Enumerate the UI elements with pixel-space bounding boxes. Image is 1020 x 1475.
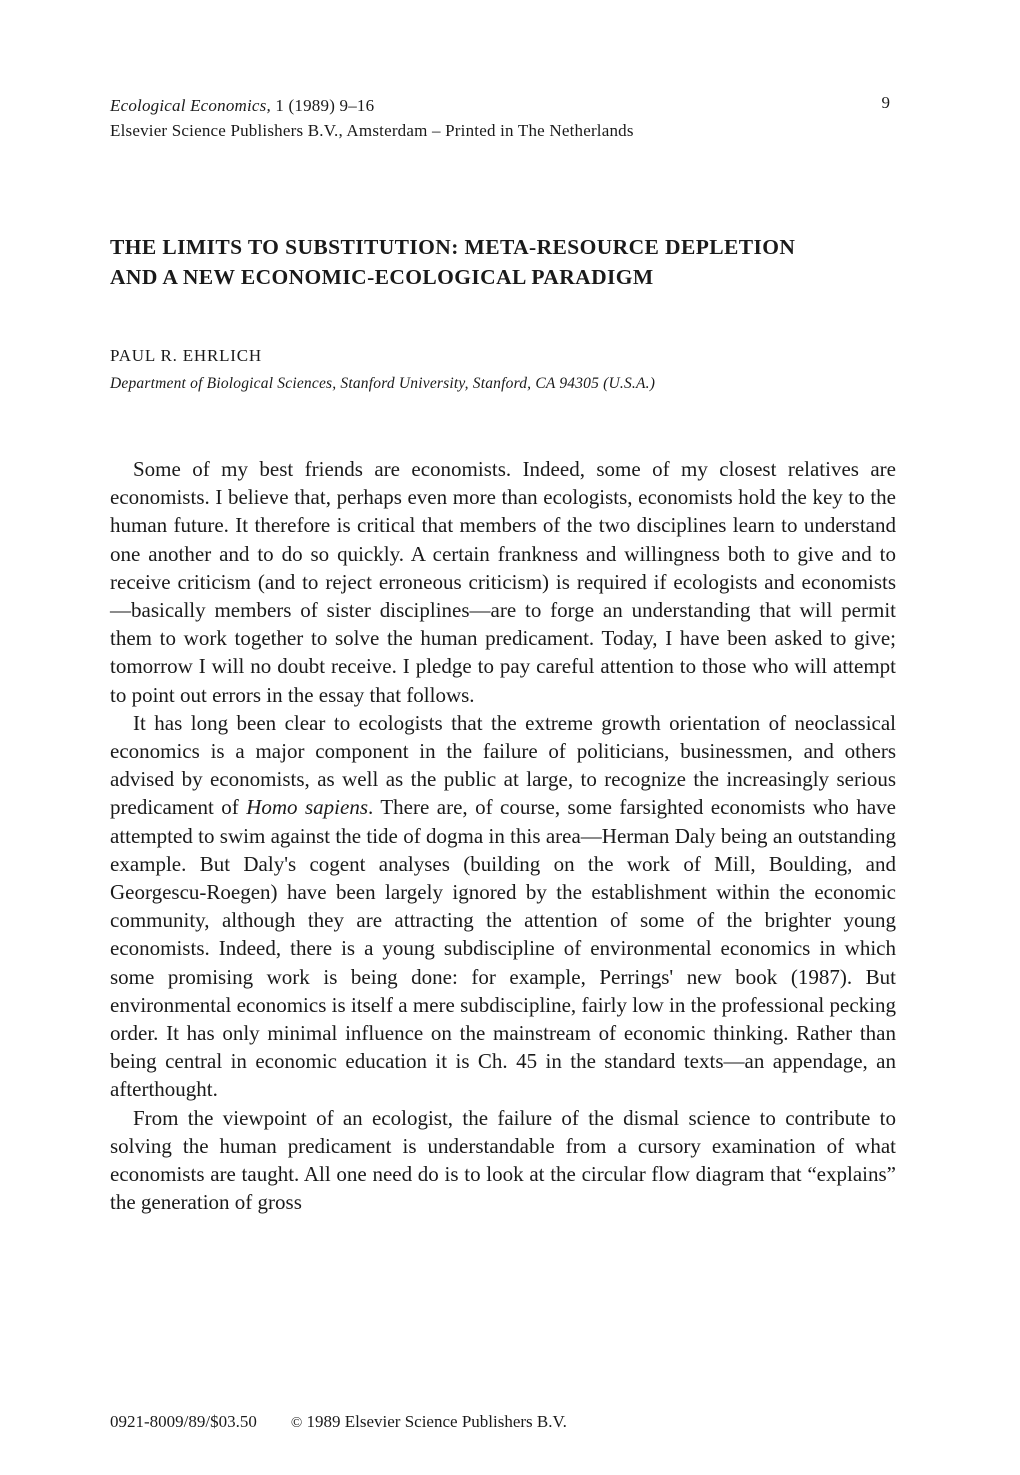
copyright-text: 1989 Elsevier Science Publishers B.V. [306, 1412, 567, 1431]
article-title [110, 232, 910, 292]
footer [110, 1412, 810, 1432]
running-header [110, 93, 890, 143]
volume-pages: 1 (1989) 9–16 [270, 96, 375, 115]
publisher-line: Elsevier Science Publishers B.V., Amsterdam – Printed in The Netherlands [110, 121, 634, 140]
species-name: Homo sapiens [246, 795, 368, 820]
copyright-symbol: © [290, 1415, 303, 1431]
article-body [110, 455, 896, 1216]
paragraph-2-part-b: . There are, of course, some farsighted economists who have attempted to swim against the tide of dogma in this area—Herman Daly being an outstanding example. But Daly's cogent analyses (building on the work of Mill, Boulding, and Georgescu-Roegen) have been largely ignored by the establishment within the economic community, although they are attracting the attention of some of the brighter young economists. Indeed, there is a young subdiscipline of environmental economics in which some promising work is being done: for example, Perrings' new book (1987). But environmental economics is itself a mere subdiscipline, fairly low in the professional pecking order. It has only minimal influence on the mainstream of economic thinking. Rather than being central in economic education it is Ch. 45 in the standard texts—an appendage, an afterthought. [110, 795, 896, 1102]
article-code: 0921-8009/89/$03.50 [110, 1412, 257, 1431]
paragraph-1: Some of my best friends are economists. Indeed, some of my closest relatives are economists. I believe that, perhaps even more than ecologists, economists hold the key to the human future. It therefore is critical that members of the two disciplines learn to understand one another and to do so quickly. A certain frankness and willingness both to give and to receive criticism (and to reject erroneous criticism) is required if ecologists and economists—basically members of sister disciplines—are to forge an understanding that will permit them to work together to solve the human predicament. Today, I have been asked to give; tomorrow I will no doubt receive. I pledge to pay careful attention to those who will attempt to point out errors in the essay that follows. [110, 457, 896, 707]
title-line-1: THE LIMITS TO SUBSTITUTION: META-RESOURCE DEPLETION [110, 235, 796, 259]
title-line-2: AND A NEW ECONOMIC-ECOLOGICAL PARADIGM [110, 265, 654, 289]
author-affiliation: Department of Biological Sciences, Stanford University, Stanford, CA 94305 (U.S.A.) [110, 375, 656, 392]
paragraph-2-part-a: It has long been clear to ecologists that the extreme growth orientation of neoclassical economics is a major component in the failure of politicians, businessmen, and others advised by economists, as well as the public at large, to recognize the increasingly serious predicament of [110, 710, 896, 820]
copyright [291, 1412, 567, 1431]
journal-name: Ecological Economics, [110, 96, 271, 115]
page-number: 9 [881, 93, 890, 112]
paragraph-2 [110, 709, 896, 1104]
journal-citation [110, 93, 890, 118]
author-name: PAUL R. EHRLICH [110, 346, 262, 365]
paragraph-3: From the viewpoint of an ecologist, the failure of the dismal science to contribute to solving the human predicament is understandable from a cursory examination of what economists are taught. All one need do is to look at the circular flow diagram that “explains” the generation of gross [110, 1105, 896, 1215]
